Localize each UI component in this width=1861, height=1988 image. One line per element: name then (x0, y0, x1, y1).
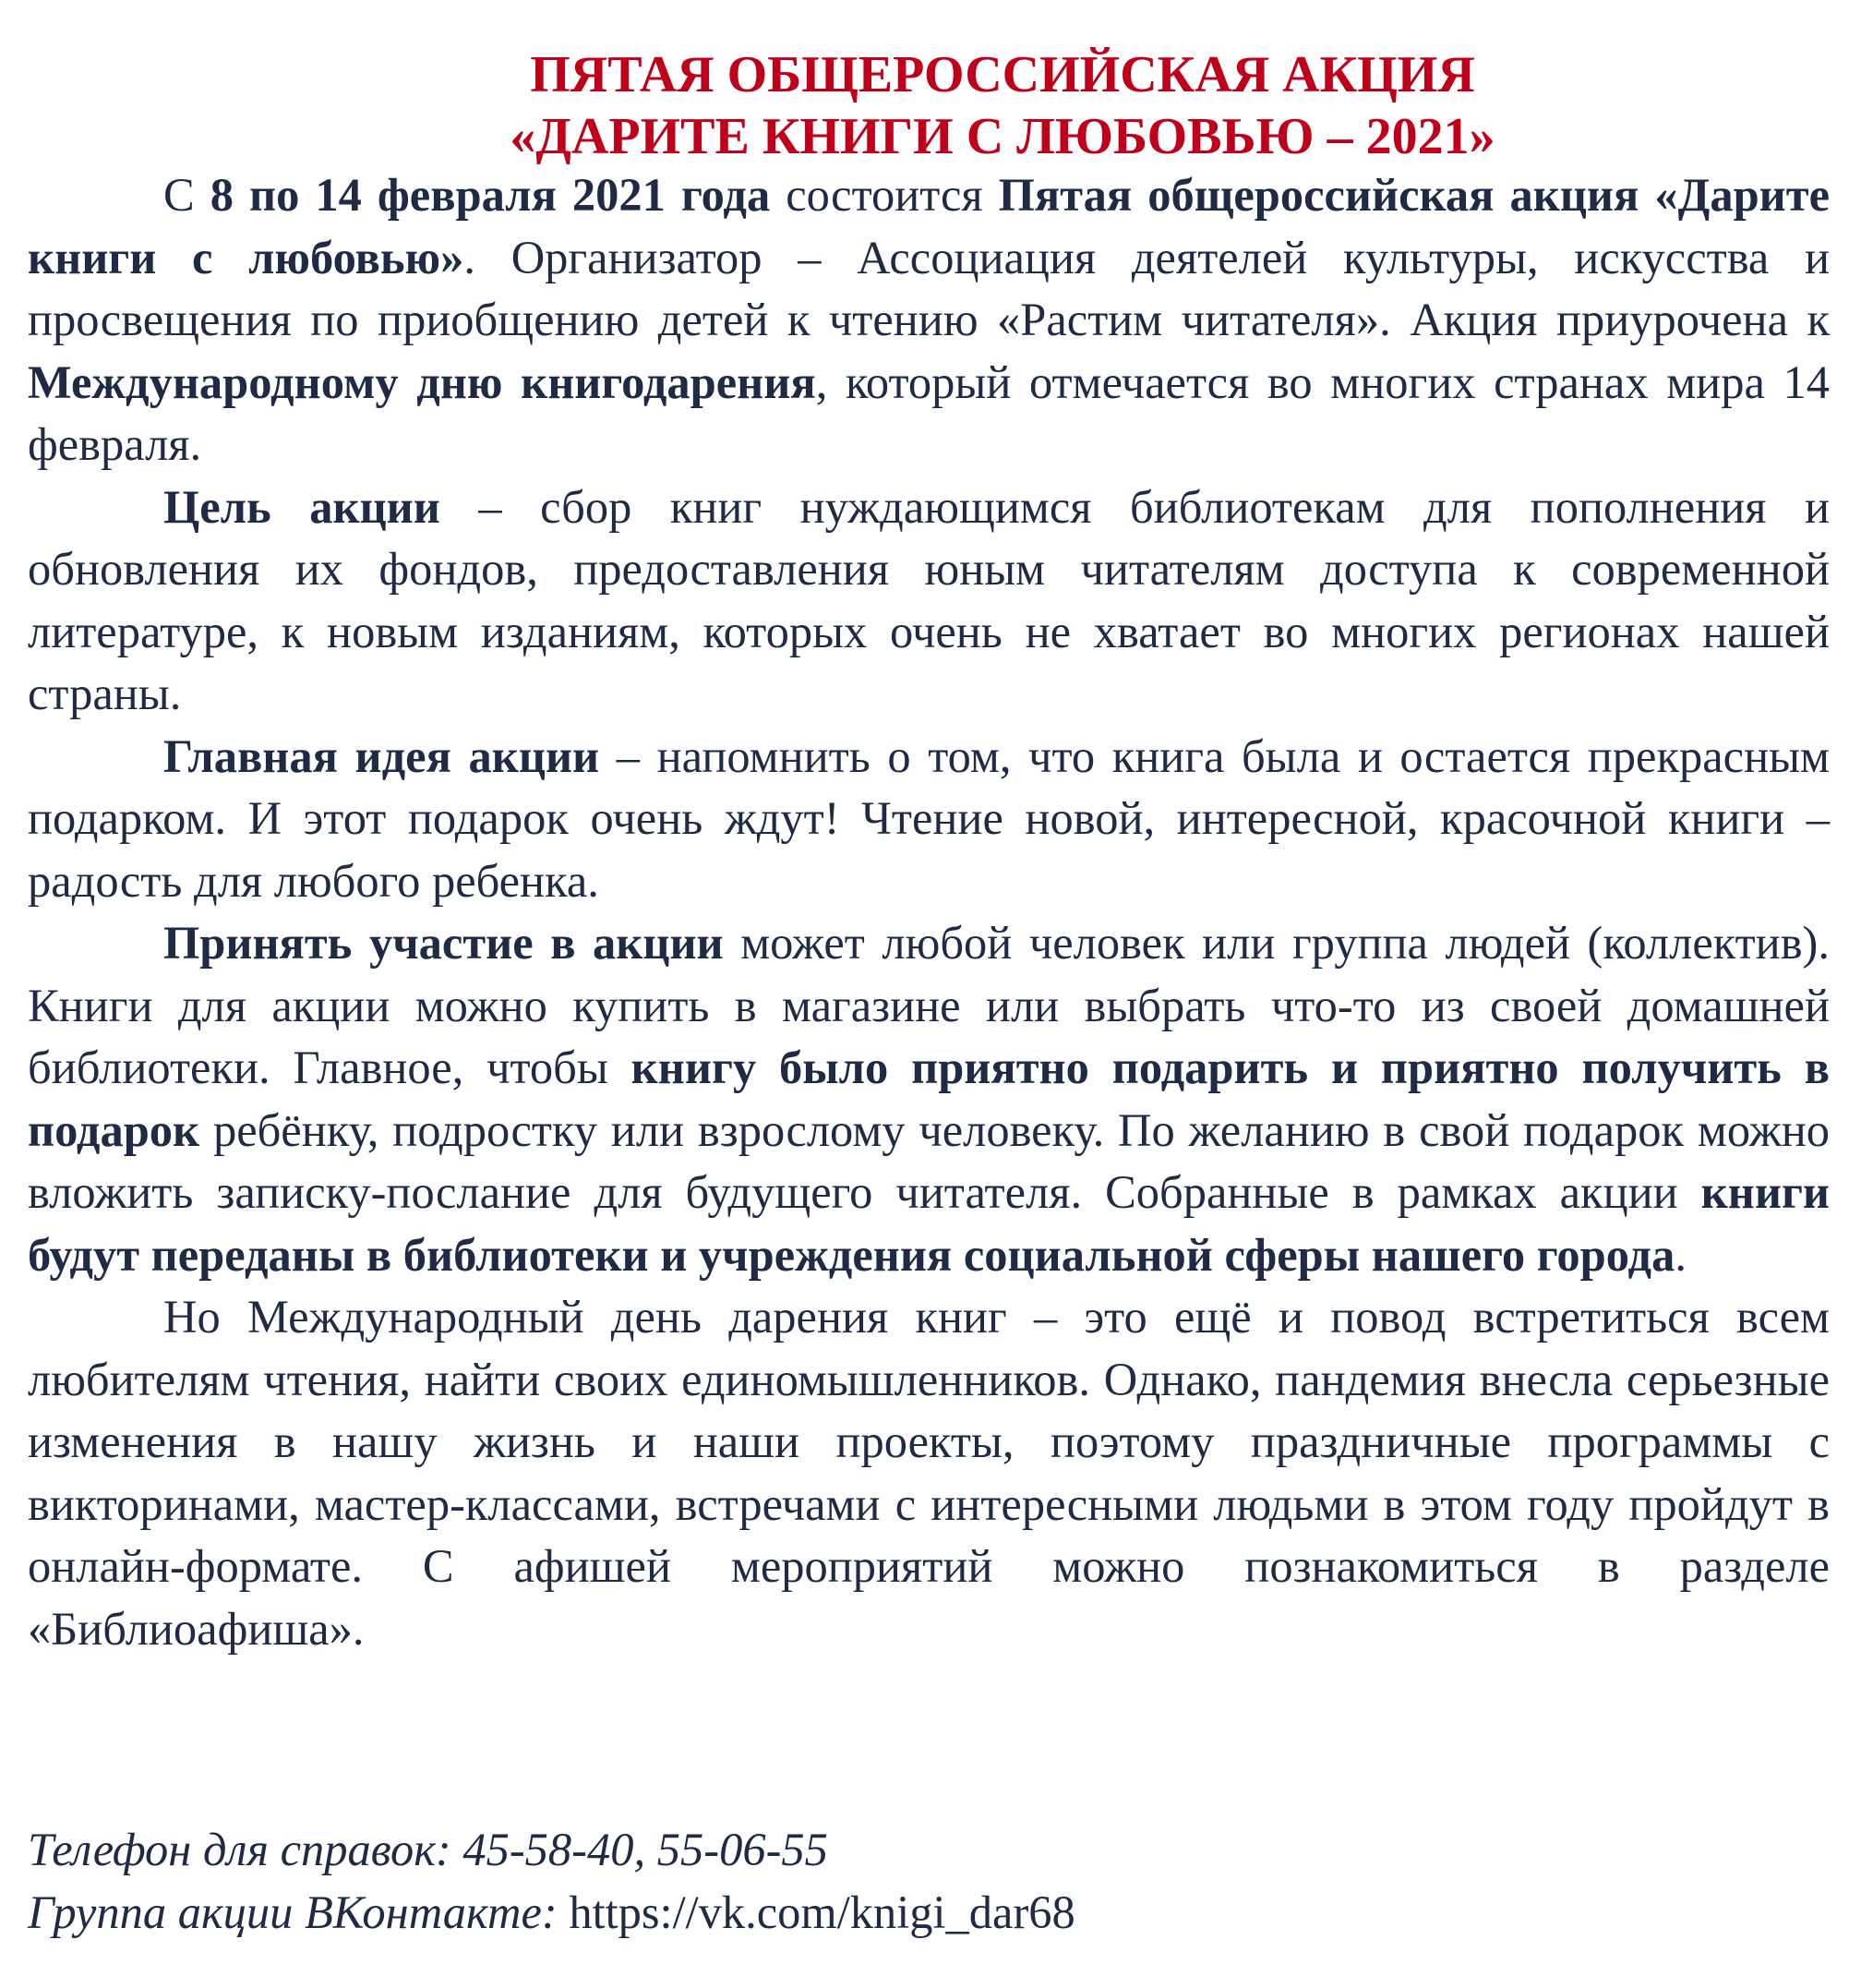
phone-info: Телефон для справок: 45-58-40, 55-06-55 (28, 1824, 828, 1875)
article-body (28, 164, 1830, 1660)
contacts-footer (28, 1819, 1830, 1944)
vk-info (28, 1882, 1830, 1945)
title-line-1: ПЯТАЯ ОБЩЕРОССИЙСКАЯ АКЦИЯ (530, 46, 1475, 103)
paragraph-participation: Принять участие в акции может любой человек или группа людей (коллектив). Книги для акции можно купить в магазине или выбрать что-то из своей домашней библиотеки. Главное, чтобы книгу было приятно подарить и приятно получить в подарок ребёнку, подростку или взрослому человеку. По желанию в свой подарок можно вложить записку-послание для будущего читателя. Собранные в рамках акции книги будут переданы в библиотеки и учреждения социальной сферы нашего города. (28, 917, 1830, 1281)
title-line-2: «ДАРИТЕ КНИГИ С ЛЮБОВЬЮ – 2021» (510, 108, 1495, 165)
page-title (28, 44, 1830, 168)
paragraph-goal: Цель акции – сбор книг нуждающимся библиотекам для пополнения и обновления их фондов, предоставления юным читателям доступа к современной литературе, к новым изданиям, которых очень не хватает во многих регионах нашей страны. (28, 480, 1830, 719)
paragraph-dates: С 8 по 14 февраля 2021 года состоится Пятая общероссийская акция «Дарите книги с любовью». Организатор – Ассоциация деятелей культуры, искусства и просвещения по приобщению детей к чтению «Растим читателя». Акция приурочена к Международному дню книгодарения, который отмечается во многих странах мира 14 февраля. (28, 169, 1830, 470)
paragraph-main-idea: Главная идея акции – напомнить о том, что книга была и остается прекрасным подарком. И этот подарок очень ждут! Чтение новой, интересной, красочной книги – радость для любого ребенка. (28, 729, 1830, 907)
document-page (28, 44, 1830, 1660)
paragraph-online-events: Но Международный день дарения книг – это ещё и повод встретиться всем любителям чтения, найти своих единомышленников. Однако, пандемия внесла серьезные изменения в нашу жизнь и наши проекты, поэтому праздничные программы с викторинами, мастер-классами, встречами с интересными людьми в этом году пройдут в онлайн-формате. С афишей мероприятий можно познакомиться в разделе «Библиоафиша». (28, 1291, 1830, 1655)
vk-link[interactable]: https://vk.com/knigi_dar68 (557, 1886, 1075, 1938)
vk-label: Группа акции ВКонтакте: (28, 1886, 558, 1938)
